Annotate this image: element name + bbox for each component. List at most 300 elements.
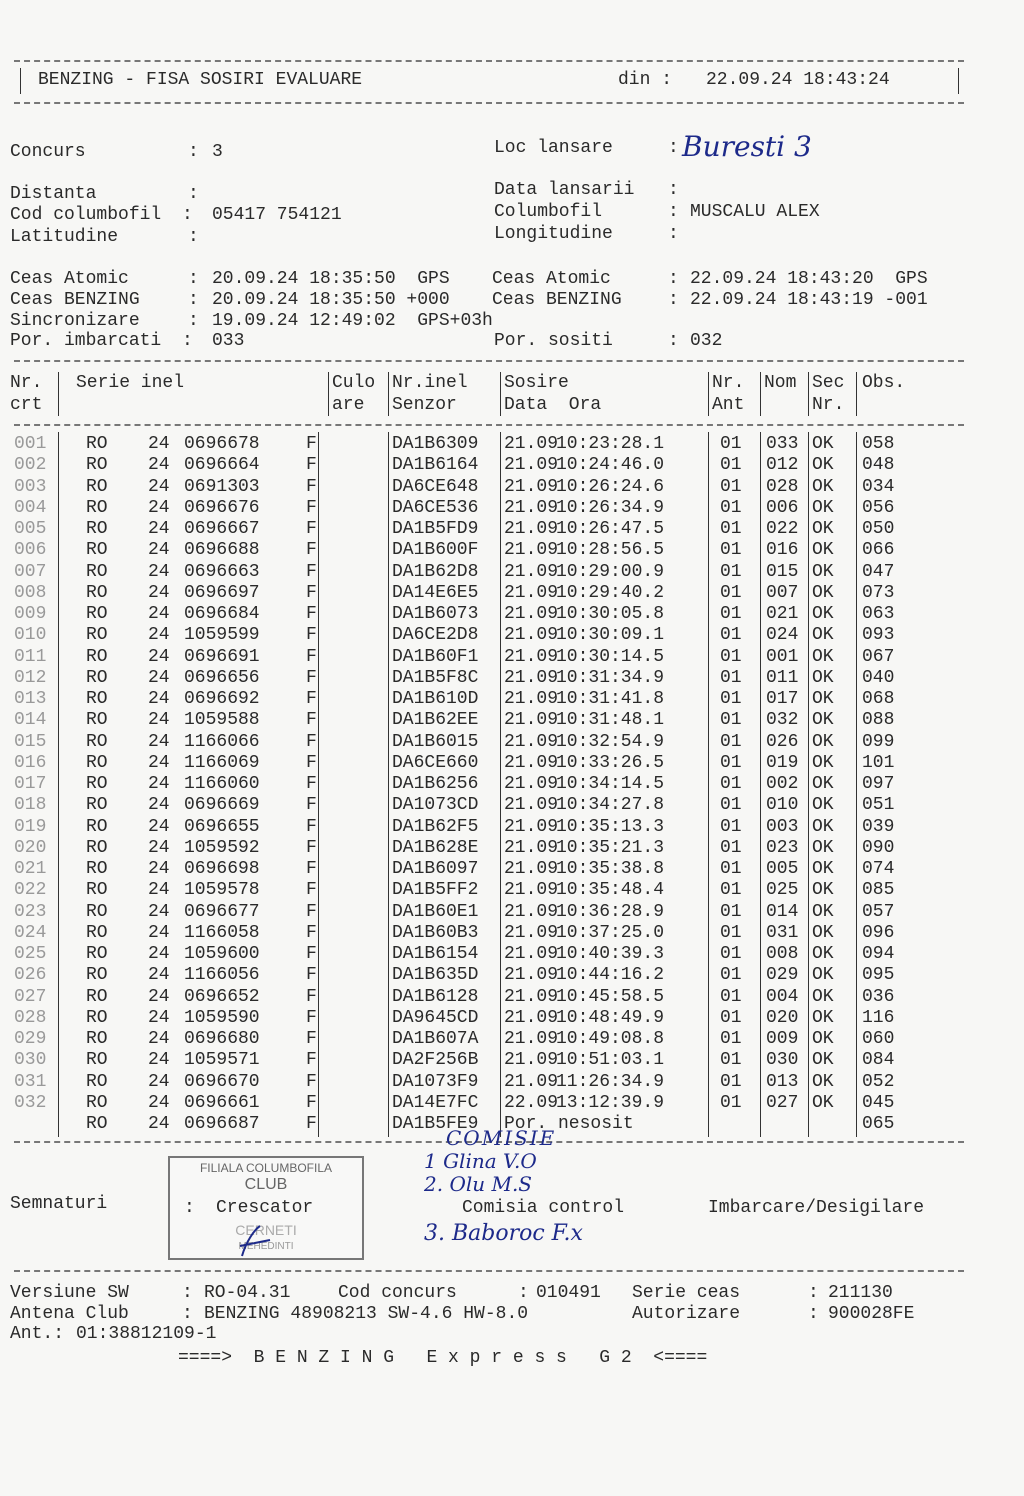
cell-senzor: DA1073F9 xyxy=(392,1071,479,1092)
cell-year: 24 xyxy=(148,944,170,964)
cell-data: 21.09 xyxy=(504,880,559,901)
serie-ceas-value: 211130 xyxy=(828,1283,893,1303)
colon: : xyxy=(668,180,679,200)
cell-sec: OK xyxy=(812,710,834,731)
cell-nr: 016 xyxy=(14,752,47,773)
cell-ora: 10:30:05.8 xyxy=(556,604,665,624)
cell-ant: 01 xyxy=(720,859,742,879)
column-divider xyxy=(808,372,809,416)
cell-country: RO xyxy=(86,540,108,561)
cell-country: RO xyxy=(86,519,108,539)
loc-lansare-handwritten: Buresti 3 xyxy=(682,130,812,163)
cell-sec: OK xyxy=(812,880,834,901)
colon: : xyxy=(182,205,193,225)
cell-obs: 085 xyxy=(862,880,895,901)
cell-sec: OK xyxy=(812,1007,834,1028)
divider xyxy=(20,68,21,94)
column-divider xyxy=(500,372,501,416)
cell-obs: 084 xyxy=(862,1050,895,1071)
cell-ora: 10:32:54.9 xyxy=(556,731,665,752)
cell-data: 21.09 xyxy=(504,816,559,837)
cell-senzor: DA1B6309 xyxy=(392,434,479,454)
column-divider xyxy=(318,432,319,1137)
cell-ora: 10:33:26.5 xyxy=(556,752,665,773)
cell-senzor: DA1B62EE xyxy=(392,710,479,731)
cell-nom: 001 xyxy=(766,646,799,667)
divider xyxy=(958,68,959,94)
cell-nr: 003 xyxy=(14,476,47,497)
cell-nr: 024 xyxy=(14,922,47,943)
cell-year: 24 xyxy=(148,1050,170,1071)
cell-data: 21.09 xyxy=(504,689,559,709)
crescator-label: Crescator xyxy=(216,1198,314,1218)
cod-columbofil-value: 05417 754121 xyxy=(212,205,342,225)
cell-nom: 008 xyxy=(766,944,799,964)
cell-ora: 10:23:28.1 xyxy=(556,434,665,454)
cell-ant: 01 xyxy=(720,455,742,476)
cell-sex: F xyxy=(306,646,317,667)
col-header-nr: crt xyxy=(10,395,43,415)
cell-senzor: DA1B6154 xyxy=(392,944,479,964)
cell-ring: 0696697 xyxy=(184,582,260,603)
cell-senzor: DA14E7FC xyxy=(392,1092,479,1113)
cell-ring: 0696664 xyxy=(184,455,260,476)
cell-senzor: DA1B610D xyxy=(392,689,479,709)
cell-year: 24 xyxy=(148,986,170,1007)
cell-data: 21.09 xyxy=(504,986,559,1007)
cell-ant: 01 xyxy=(720,837,742,858)
cell-year: 24 xyxy=(148,497,170,518)
cell-nom: 009 xyxy=(766,1029,799,1049)
cell-country: RO xyxy=(86,710,108,731)
cell-senzor: DA1B60B3 xyxy=(392,922,479,943)
cell-obs: 036 xyxy=(862,986,895,1007)
cell-ant: 01 xyxy=(720,795,742,816)
cell-country: RO xyxy=(86,922,108,943)
cell-country: RO xyxy=(86,837,108,858)
cell-ring: 0696688 xyxy=(184,540,260,561)
concurs-label: Concurs xyxy=(10,142,86,162)
cell-obs: 094 xyxy=(862,944,895,964)
cell-ant: 01 xyxy=(720,689,742,709)
cell-obs: 099 xyxy=(862,731,895,752)
cell-ring: 1166056 xyxy=(184,965,260,986)
cell-data: 22.09 xyxy=(504,1092,559,1113)
cell-country: RO xyxy=(86,497,108,518)
cell-sec: OK xyxy=(812,731,834,752)
cell-country: RO xyxy=(86,1114,108,1134)
ceas-atomic-start-label: Ceas Atomic xyxy=(10,269,129,289)
cell-year: 24 xyxy=(148,1114,170,1134)
cell-ora: 11:26:34.9 xyxy=(556,1071,665,1092)
cell-senzor: DA1B60F1 xyxy=(392,646,479,667)
cell-sex: F xyxy=(306,731,317,752)
por-sositi-value: 032 xyxy=(690,331,723,351)
cell-country: RO xyxy=(86,1092,108,1113)
cell-nom: 026 xyxy=(766,731,799,752)
cell-nr: 027 xyxy=(14,986,47,1007)
cell-ring: 0696698 xyxy=(184,859,260,879)
cell-ant: 01 xyxy=(720,1007,742,1028)
cell-data: 21.09 xyxy=(504,731,559,752)
cell-ora: 10:31:48.1 xyxy=(556,710,665,731)
cell-sec: OK xyxy=(812,625,834,646)
stamp-text: CERNETI xyxy=(235,1222,297,1238)
colon: : xyxy=(668,290,679,310)
semnaturi-label: Semnaturi xyxy=(10,1194,108,1214)
cell-obs: 052 xyxy=(862,1071,895,1092)
col-header-obs: Obs. xyxy=(862,373,906,393)
cell-ring: 0696667 xyxy=(184,519,260,539)
cell-ring: 1166058 xyxy=(184,922,260,943)
cell-ant: 01 xyxy=(720,625,742,646)
cell-sex: F xyxy=(306,710,317,731)
cell-ring: 0696669 xyxy=(184,795,260,816)
cell-senzor: DA9645CD xyxy=(392,1007,479,1028)
cell-data: 21.09 xyxy=(504,859,559,879)
cell-sec: OK xyxy=(812,859,834,879)
cell-senzor: DA2F256B xyxy=(392,1050,479,1071)
cell-data: 21.09 xyxy=(504,625,559,646)
cell-year: 24 xyxy=(148,625,170,646)
cell-sec: OK xyxy=(812,1029,834,1049)
cell-nr: 013 xyxy=(14,689,47,709)
cell-senzor: DA1B5FE9 xyxy=(392,1114,479,1134)
cell-nom: 031 xyxy=(766,922,799,943)
cell-ant: 01 xyxy=(720,561,742,582)
cell-sec: OK xyxy=(812,667,834,688)
cell-sec: OK xyxy=(812,455,834,476)
cell-ring: 0696670 xyxy=(184,1071,260,1092)
cell-nr: 001 xyxy=(14,434,47,454)
cell-data: 21.09 xyxy=(504,901,559,922)
cell-nr: 004 xyxy=(14,497,47,518)
cell-ring: 1166060 xyxy=(184,774,260,794)
column-divider xyxy=(58,372,59,416)
cell-data: 21.09 xyxy=(504,455,559,476)
cell-ant: 01 xyxy=(720,901,742,922)
antena-club-label: Antena Club xyxy=(10,1304,129,1324)
cell-nom: 024 xyxy=(766,625,799,646)
cell-sex: F xyxy=(306,880,317,901)
cell-sex: F xyxy=(306,540,317,561)
cell-sex: F xyxy=(306,1007,317,1028)
serie-ceas-label: Serie ceas xyxy=(632,1283,741,1303)
cell-nom: 015 xyxy=(766,561,799,582)
cell-nr: 011 xyxy=(14,646,47,667)
cell-ant: 01 xyxy=(720,944,742,964)
antenna-id-value: 01:38812109-1 xyxy=(76,1324,217,1344)
col-header-culoare: Culo xyxy=(332,373,376,393)
colon: : xyxy=(184,1198,195,1218)
cell-nom: 007 xyxy=(766,582,799,603)
cell-sec: OK xyxy=(812,434,834,454)
colon: : xyxy=(182,1304,193,1324)
cell-ring: 0696663 xyxy=(184,561,260,582)
cell-ring: 1059600 xyxy=(184,944,260,964)
cell-obs: 058 xyxy=(862,434,895,454)
colon: : xyxy=(668,331,679,351)
cell-data: 21.09 xyxy=(504,582,559,603)
cell-sex: F xyxy=(306,561,317,582)
cell-senzor: DA6CE2D8 xyxy=(392,625,479,646)
cell-sex: F xyxy=(306,1050,317,1071)
cell-ant: 01 xyxy=(720,604,742,624)
cell-ant: 01 xyxy=(720,540,742,561)
col-header-ant: Nr. xyxy=(712,373,745,393)
cell-ora: 10:29:00.9 xyxy=(556,561,665,582)
column-divider xyxy=(500,432,501,1137)
cell-ora: 10:48:49.9 xyxy=(556,1007,665,1028)
cell-senzor: DA1B6015 xyxy=(392,731,479,752)
antena-club-value: BENZING 48908213 SW-4.6 HW-8.0 xyxy=(204,1304,529,1324)
cell-nr: 021 xyxy=(14,859,47,879)
cell-sec: OK xyxy=(812,1050,834,1071)
cell-year: 24 xyxy=(148,837,170,858)
colon: : xyxy=(188,269,199,289)
cell-year: 24 xyxy=(148,1029,170,1049)
col-header-sec: Nr. xyxy=(812,395,845,415)
cell-senzor: DA14E6E5 xyxy=(392,582,479,603)
cell-obs: 060 xyxy=(862,1029,895,1049)
cell-nom: 002 xyxy=(766,774,799,794)
cell-obs: 034 xyxy=(862,476,895,497)
col-header-sosire: Data Ora xyxy=(504,395,602,415)
cell-ora: 10:28:56.5 xyxy=(556,540,665,561)
column-divider xyxy=(328,372,329,416)
cell-obs: 088 xyxy=(862,710,895,731)
cell-ora: 10:44:16.2 xyxy=(556,965,665,986)
cell-senzor: DA1B635D xyxy=(392,965,479,986)
cell-data: 21.09 xyxy=(504,795,559,816)
cell-senzor: DA1B6073 xyxy=(392,604,479,624)
divider xyxy=(14,360,964,362)
cell-country: RO xyxy=(86,986,108,1007)
por-imbarcati-label: Por. imbarcati xyxy=(10,331,162,351)
cell-nr: 002 xyxy=(14,455,47,476)
cell-country: RO xyxy=(86,625,108,646)
cell-nr: 008 xyxy=(14,582,47,603)
print-date: 22.09.24 18:43:24 xyxy=(706,70,890,90)
concurs-value: 3 xyxy=(212,142,223,162)
versiune-sw-value: RO-04.31 xyxy=(204,1283,291,1303)
cell-sex: F xyxy=(306,625,317,646)
cell-ora: 10:36:28.9 xyxy=(556,901,665,922)
cell-nom: 016 xyxy=(766,540,799,561)
cell-senzor: DA1B5FF2 xyxy=(392,880,479,901)
cell-data: 21.09 xyxy=(504,752,559,773)
cell-year: 24 xyxy=(148,689,170,709)
cell-year: 24 xyxy=(148,604,170,624)
cell-nom: 022 xyxy=(766,519,799,539)
cell-ora: 10:37:25.0 xyxy=(556,922,665,943)
cell-year: 24 xyxy=(148,667,170,688)
cell-ora: 10:26:34.9 xyxy=(556,497,665,518)
cell-senzor: DA6CE536 xyxy=(392,497,479,518)
column-divider xyxy=(856,372,857,416)
column-divider xyxy=(856,432,857,1137)
cell-nom: 003 xyxy=(766,816,799,837)
cell-obs: 101 xyxy=(862,752,895,773)
cell-ant: 01 xyxy=(720,965,742,986)
cell-country: RO xyxy=(86,774,108,794)
cell-ant: 01 xyxy=(720,922,742,943)
cell-senzor: DA6CE648 xyxy=(392,476,479,497)
cell-year: 24 xyxy=(148,859,170,879)
cell-year: 24 xyxy=(148,582,170,603)
colon: : xyxy=(808,1283,819,1303)
cell-year: 24 xyxy=(148,816,170,837)
cell-ring: 0696691 xyxy=(184,646,260,667)
cell-ring: 0696655 xyxy=(184,816,260,837)
cell-country: RO xyxy=(86,901,108,922)
cell-country: RO xyxy=(86,795,108,816)
cod-columbofil-label: Cod columbofil xyxy=(10,205,162,225)
cell-country: RO xyxy=(86,859,108,879)
cell-nom: 025 xyxy=(766,880,799,901)
cell-ring: 0696652 xyxy=(184,986,260,1007)
cell-country: RO xyxy=(86,582,108,603)
cell-nr: 006 xyxy=(14,540,47,561)
cell-obs: 065 xyxy=(862,1114,895,1134)
cell-sex: F xyxy=(306,965,317,986)
col-header-nom: Nom xyxy=(764,373,797,393)
cell-sec: OK xyxy=(812,646,834,667)
cell-year: 24 xyxy=(148,455,170,476)
cell-data: 21.09 xyxy=(504,497,559,518)
column-divider xyxy=(808,432,809,1137)
cell-nom: 004 xyxy=(766,986,799,1007)
cell-obs: 048 xyxy=(862,455,895,476)
cell-year: 24 xyxy=(148,1071,170,1092)
cell-sex: F xyxy=(306,901,317,922)
cell-year: 24 xyxy=(148,795,170,816)
cell-ora: 10:24:46.0 xyxy=(556,455,665,476)
cell-nom: 010 xyxy=(766,795,799,816)
cell-obs: 067 xyxy=(862,646,895,667)
cell-data: 21.09 xyxy=(504,710,559,731)
cell-data: 21.09 xyxy=(504,561,559,582)
cell-ring: 0696680 xyxy=(184,1029,260,1049)
cell-year: 24 xyxy=(148,731,170,752)
cell-sex: F xyxy=(306,1071,317,1092)
cell-nr: 018 xyxy=(14,795,47,816)
cell-sex: F xyxy=(306,1029,317,1049)
cell-obs: 096 xyxy=(862,922,895,943)
cell-data: Por. nesosit xyxy=(504,1114,634,1134)
autorizare-value: 900028FE xyxy=(828,1304,915,1324)
cell-data: 21.09 xyxy=(504,837,559,858)
cell-sex: F xyxy=(306,986,317,1007)
col-header-ant: Ant xyxy=(712,395,745,415)
cell-sec: OK xyxy=(812,519,834,539)
cell-ant: 01 xyxy=(720,476,742,497)
cell-country: RO xyxy=(86,689,108,709)
cell-country: RO xyxy=(86,731,108,752)
cell-sex: F xyxy=(306,816,317,837)
cell-nr: 009 xyxy=(14,604,47,624)
cell-country: RO xyxy=(86,752,108,773)
antenna-id-label: Ant.: xyxy=(10,1324,65,1344)
divider xyxy=(14,1270,964,1272)
cell-sex: F xyxy=(306,1114,317,1134)
cell-ring: 1059578 xyxy=(184,880,260,901)
cell-country: RO xyxy=(86,667,108,688)
cell-sex: F xyxy=(306,689,317,709)
cell-obs: 047 xyxy=(862,561,895,582)
cell-year: 24 xyxy=(148,476,170,497)
cell-ant: 01 xyxy=(720,986,742,1007)
cell-obs: 063 xyxy=(862,604,895,624)
cell-obs: 095 xyxy=(862,965,895,986)
cell-country: RO xyxy=(86,476,108,497)
cell-year: 24 xyxy=(148,901,170,922)
ceas-atomic-end-label: Ceas Atomic xyxy=(492,269,611,289)
cell-ring: 0696656 xyxy=(184,667,260,688)
cell-year: 24 xyxy=(148,519,170,539)
cell-year: 24 xyxy=(148,965,170,986)
loc-lansare-label: Loc lansare xyxy=(494,138,613,158)
cell-data: 21.09 xyxy=(504,476,559,497)
cell-year: 24 xyxy=(148,752,170,773)
columbofil-value: MUSCALU ALEX xyxy=(690,202,820,222)
column-divider xyxy=(388,432,389,1137)
col-header-senzor: Nr.inel xyxy=(392,373,468,393)
cell-ring: 1059571 xyxy=(184,1050,260,1071)
cell-ant: 01 xyxy=(720,519,742,539)
cell-sec: OK xyxy=(812,604,834,624)
cell-country: RO xyxy=(86,1071,108,1092)
cell-ant: 01 xyxy=(720,1071,742,1092)
cell-year: 24 xyxy=(148,540,170,561)
cell-obs: 050 xyxy=(862,519,895,539)
col-header-serie: Serie inel xyxy=(76,373,185,393)
cell-nom: 005 xyxy=(766,859,799,879)
cell-sec: OK xyxy=(812,944,834,964)
cell-nr: 026 xyxy=(14,965,47,986)
cell-sec: OK xyxy=(812,795,834,816)
cell-sec: OK xyxy=(812,497,834,518)
cell-data: 21.09 xyxy=(504,944,559,964)
cell-nom: 032 xyxy=(766,710,799,731)
cell-nr: 020 xyxy=(14,837,47,858)
cell-ant: 01 xyxy=(720,667,742,688)
cell-data: 21.09 xyxy=(504,519,559,539)
cell-ora: 10:35:13.3 xyxy=(556,816,665,837)
colon: : xyxy=(518,1283,529,1303)
cell-sec: OK xyxy=(812,922,834,943)
cell-ora: 10:34:27.8 xyxy=(556,795,665,816)
cell-ant: 01 xyxy=(720,582,742,603)
columbofil-label: Columbofil xyxy=(494,202,603,222)
cell-sex: F xyxy=(306,604,317,624)
cell-sec: OK xyxy=(812,582,834,603)
cell-obs: 045 xyxy=(862,1092,895,1113)
cell-sec: OK xyxy=(812,752,834,773)
cell-obs: 051 xyxy=(862,795,895,816)
cell-ant: 01 xyxy=(720,816,742,837)
cell-senzor: DA1B600F xyxy=(392,540,479,561)
cell-sec: OK xyxy=(812,837,834,858)
cell-ora: 10:51:03.1 xyxy=(556,1050,665,1071)
cell-ora: 10:35:48.4 xyxy=(556,880,665,901)
colon: : xyxy=(182,1283,193,1303)
cell-ora: 10:34:14.5 xyxy=(556,774,665,794)
cell-senzor: DA1B628E xyxy=(392,837,479,858)
cell-ora: 10:26:47.5 xyxy=(556,519,665,539)
col-header-senzor: Senzor xyxy=(392,395,457,415)
cell-sex: F xyxy=(306,1092,317,1113)
